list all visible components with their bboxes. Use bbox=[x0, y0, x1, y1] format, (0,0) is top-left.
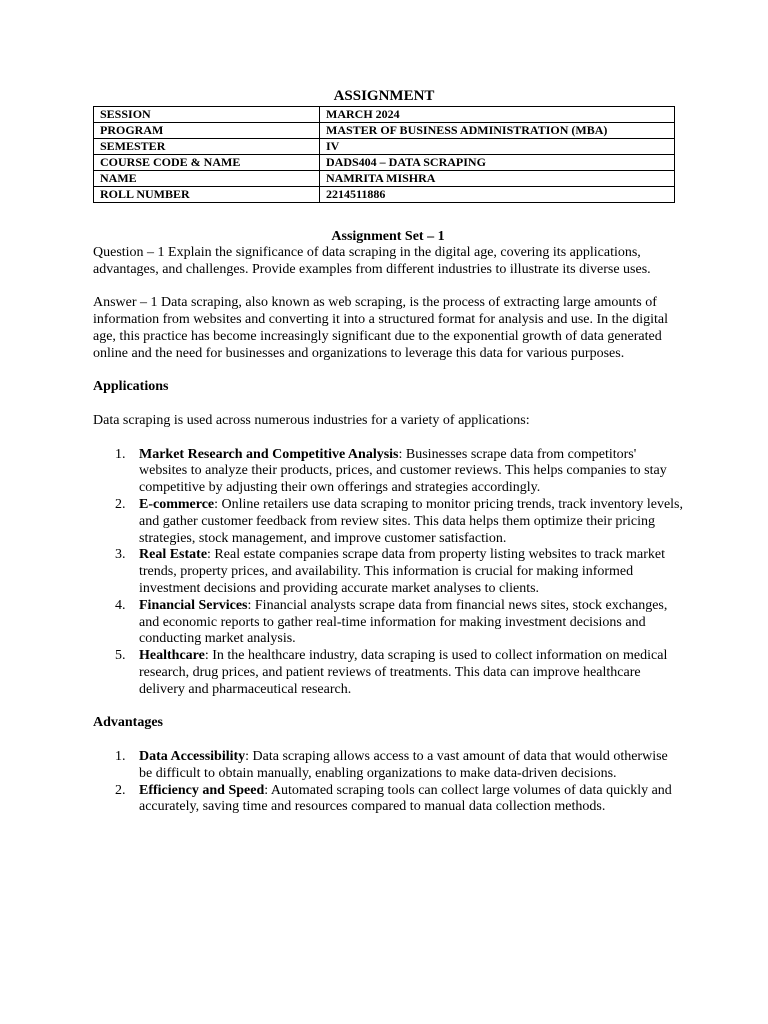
list-number: 1. bbox=[115, 446, 126, 462]
list-text: : Financial analysts scrape data from financial news sites, stock exchanges, and economic reports to gather real-time information for making investment decisions and conducting market analysis. bbox=[139, 597, 668, 647]
list-item bbox=[93, 447, 683, 497]
table-row bbox=[94, 123, 675, 139]
list-text: : Automated scraping tools can collect large volumes of data quickly and accurately, saving time and resources compared to manual data collection methods. bbox=[139, 782, 672, 815]
info-value: MASTER OF BUSINESS ADMINISTRATION (MBA) bbox=[320, 123, 675, 139]
list-term: Healthcare bbox=[139, 648, 205, 664]
list-text: : Data scraping allows access to a vast amount of data that would otherwise be difficult to obtain manually, enabling organizations to make data-driven decisions. bbox=[139, 748, 668, 781]
table-row bbox=[94, 107, 675, 123]
list-item bbox=[93, 648, 683, 698]
list-term: Real Estate bbox=[139, 547, 208, 563]
list-text: : In the healthcare industry, data scraping is used to collect information on medical research, drug prices, and patient reviews of treatments. This data can improve healthcare delivery and pharmaceutical research. bbox=[139, 648, 668, 697]
assignment-set-title: Assignment Set – 1 bbox=[331, 229, 445, 244]
list-number: 5. bbox=[115, 648, 126, 664]
list-item bbox=[93, 547, 683, 597]
list-term: Data Accessibility bbox=[139, 748, 246, 764]
table-row bbox=[94, 187, 675, 203]
applications-intro: Data scraping is used across numerous industries for a variety of applications: bbox=[93, 412, 530, 428]
applications-heading: Applications bbox=[93, 379, 169, 395]
assignment-info-table bbox=[93, 106, 675, 203]
info-value: NAMRITA MISHRA bbox=[320, 171, 675, 187]
info-key: NAME bbox=[94, 171, 320, 187]
list-text: : Online retailers use data scraping to monitor pricing trends, track inventory levels, and gather customer feedback from review sites. This data helps them optimize their pricing strategies, stock management, and improve customer satisfaction. bbox=[139, 496, 684, 546]
list-text: : Businesses scrape data from competitors' websites to analyze their products, prices, and customer reviews. This helps companies to stay competitive by adjusting their own offerings and strategies accordingly. bbox=[139, 446, 667, 496]
list-item bbox=[93, 497, 683, 547]
answer-text: Answer – 1 Data scraping, also known as web scraping, is the process of extracting large amounts of information from websites and converting it into a structured format for analysis and use. In the digital age, this practice has become increasingly significant due to the exponential growth of data generated online and the need for businesses and organizations to leverage this data for various purposes. bbox=[93, 295, 669, 361]
document-title: ASSIGNMENT bbox=[333, 88, 435, 104]
applications-list bbox=[93, 447, 683, 699]
document-body bbox=[93, 228, 683, 816]
info-value: IV bbox=[320, 139, 675, 155]
info-key: COURSE CODE & NAME bbox=[94, 155, 320, 171]
advantages-heading: Advantages bbox=[93, 715, 164, 731]
info-value: DADS404 – DATA SCRAPING bbox=[320, 155, 675, 171]
advantages-list bbox=[93, 749, 683, 816]
list-item bbox=[93, 783, 683, 817]
table-row bbox=[94, 139, 675, 155]
info-key: PROGRAM bbox=[94, 123, 320, 139]
list-term: Market Research and Competitive Analysis bbox=[139, 446, 399, 462]
list-number: 2. bbox=[115, 782, 126, 798]
table-row bbox=[94, 155, 675, 171]
list-term: Financial Services bbox=[139, 597, 248, 613]
info-value: 2214511886 bbox=[320, 187, 675, 203]
list-term: Efficiency and Speed bbox=[139, 782, 265, 798]
list-text: : Real estate companies scrape data from property listing websites to track market trends, property prices, and availability. This information is crucial for making informed investment decisions and providing accurate market analyses to clients. bbox=[139, 547, 665, 596]
list-item bbox=[93, 749, 683, 783]
list-number: 1. bbox=[115, 748, 126, 764]
info-value: MARCH 2024 bbox=[320, 107, 675, 123]
table-row bbox=[94, 171, 675, 187]
list-number: 2. bbox=[115, 496, 126, 512]
question-text: Question – 1 Explain the significance of data scraping in the digital age, covering its applications, advantages, and challenges. Provide examples from different industries to illustrate its diverse uses. bbox=[93, 245, 651, 277]
list-number: 3. bbox=[115, 547, 126, 563]
info-key: SESSION bbox=[94, 107, 320, 123]
info-key: ROLL NUMBER bbox=[94, 187, 320, 203]
list-term: E-commerce bbox=[139, 496, 215, 512]
list-number: 4. bbox=[115, 597, 126, 613]
list-item bbox=[93, 598, 683, 648]
info-key: SEMESTER bbox=[94, 139, 320, 155]
